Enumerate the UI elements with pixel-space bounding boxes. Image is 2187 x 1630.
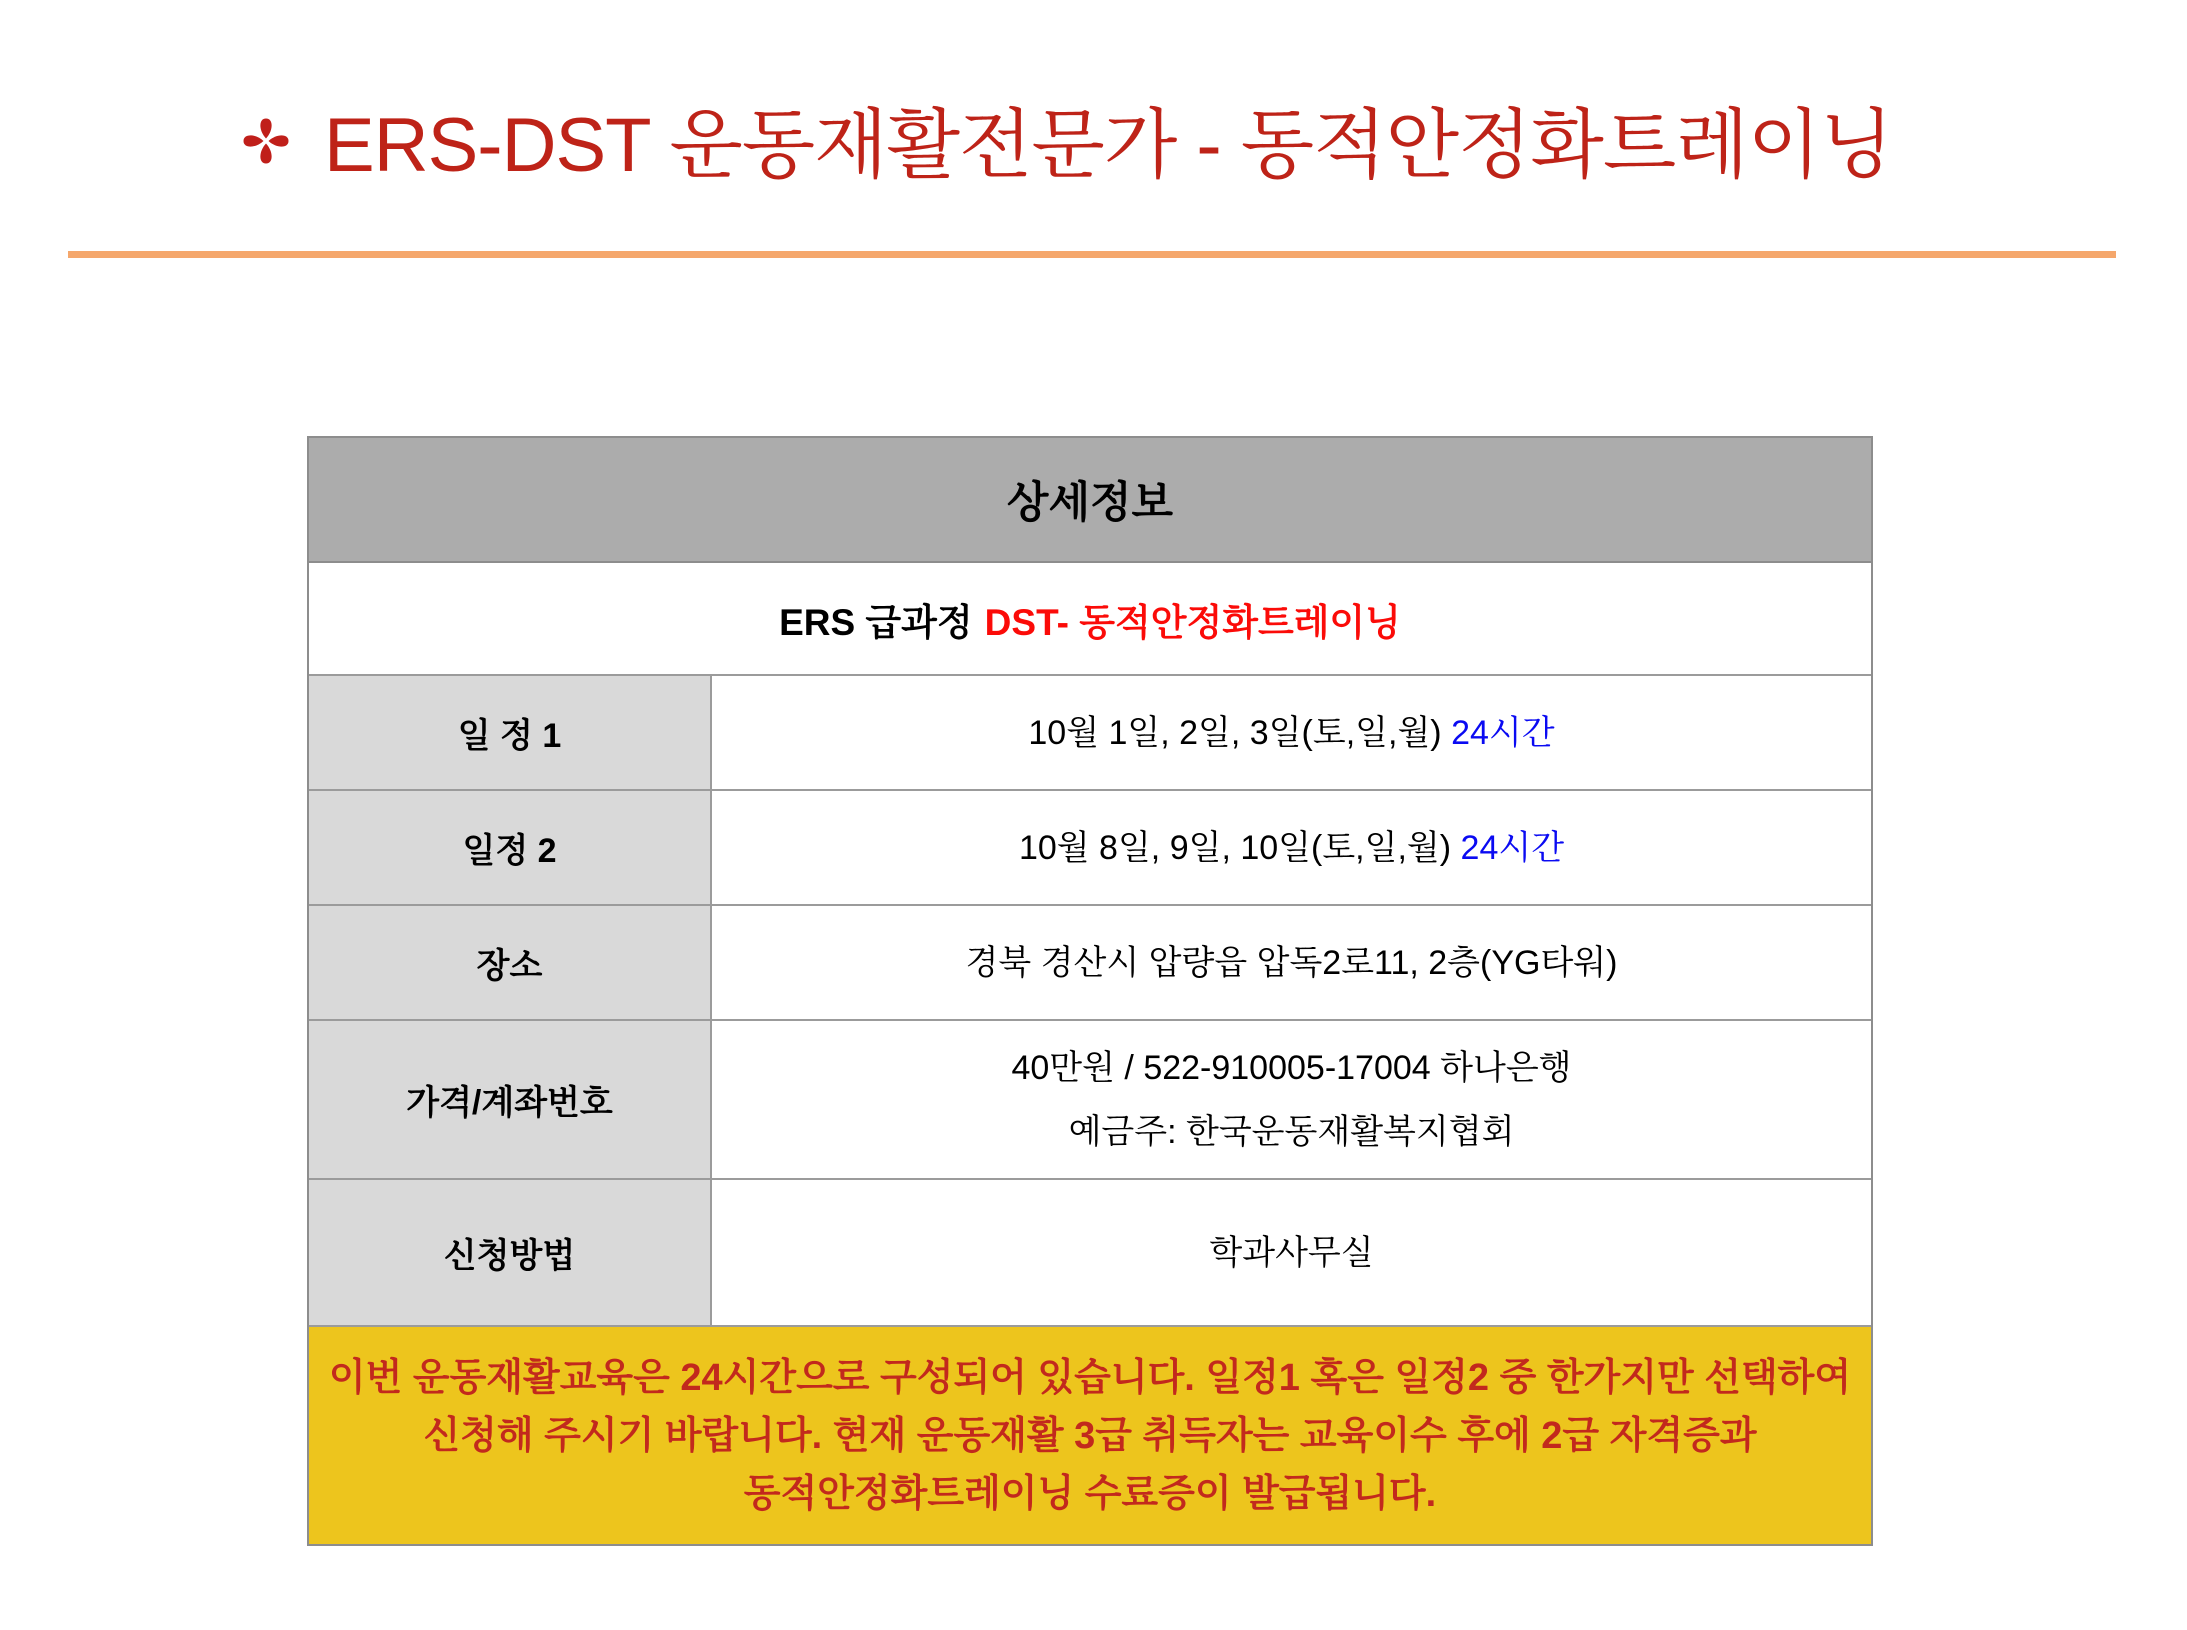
row-value (712, 1021, 1871, 1178)
page-title: ERS-DST 운동재활전문가 - 동적안정화트레이닝 (324, 102, 1893, 188)
row-value (712, 676, 1871, 789)
details-table (307, 436, 1873, 1546)
course-title-row (309, 563, 1871, 676)
table-row-apply (309, 1180, 1871, 1327)
schedule2-hours: 24시간 (1460, 828, 1565, 867)
notice-banner (309, 1327, 1871, 1544)
schedule1-hours: 24시간 (1451, 713, 1555, 752)
notice-line3: 동적안정화트레이닝 수료증이 발급됩니다. (743, 1472, 1437, 1515)
row-label: 신청방법 (309, 1180, 712, 1325)
course-highlight: DST- 동적안정화트레이닝 (984, 601, 1401, 643)
table-header: 상세정보 (309, 438, 1871, 563)
row-value (712, 791, 1871, 904)
row-value: 경북 경산시 압량읍 압독2로11, 2층(YG타워) (965, 943, 1618, 982)
schedule2-dates: 10월 8일, 9일, 10일(토,일,월) (1018, 828, 1452, 867)
table-row-price (309, 1021, 1871, 1180)
price-line2: 예금주: 한국운동재활복지협회 (1068, 1112, 1515, 1151)
course-prefix: ERS 급과정 (779, 601, 973, 643)
notice-line1: 이번 운동재활교육은 24시간으로 구성되어 있습니다. 일정1 혹은 일정2 중 한가지만 선택하여 (328, 1356, 1852, 1399)
page-title-row (238, 78, 1893, 198)
table-row-schedule1 (309, 676, 1871, 791)
row-label: 장소 (309, 906, 712, 1019)
table-row-schedule2 (309, 791, 1871, 906)
price-line1: 40만원 / 522-910005-17004 하나은행 (1011, 1048, 1572, 1087)
table-row-place (309, 906, 1871, 1021)
notice-line2: 신청해 주시기 바랍니다. 현재 운동재활 3급 취득자는 교육이수 후에 2급 자격증과 (423, 1414, 1757, 1457)
row-label: 일정 2 (309, 791, 712, 904)
row-label: 가격/계좌번호 (309, 1021, 712, 1178)
orange-divider (68, 251, 2116, 258)
schedule1-dates: 10월 1일, 2일, 3일(토,일,월) (1028, 713, 1442, 752)
row-label: 일 정 1 (309, 676, 712, 789)
row-value: 학과사무실 (1209, 1233, 1374, 1272)
four-petal-asterisk-icon (238, 113, 294, 169)
